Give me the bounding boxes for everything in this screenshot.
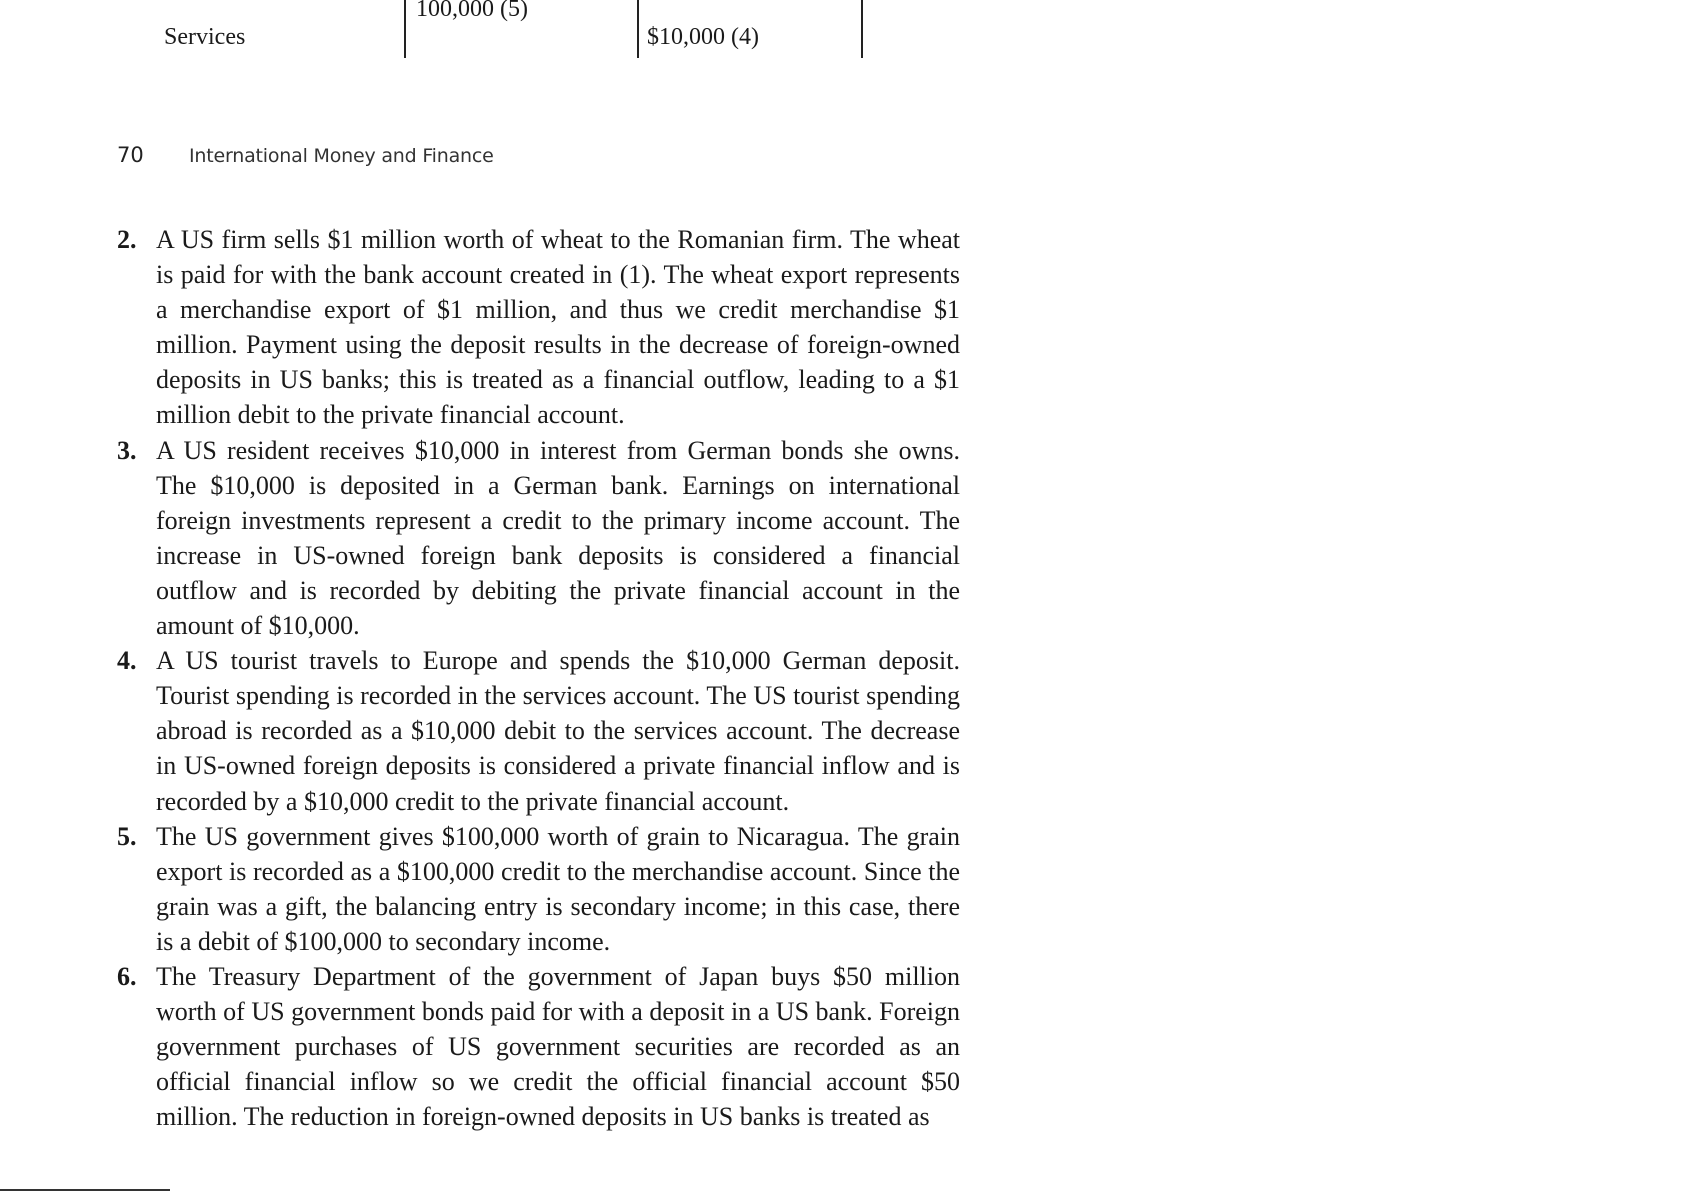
- list-item: [117, 643, 960, 818]
- table-row-label: Services: [164, 24, 246, 50]
- table-cell-debit: 100,000 (5): [416, 0, 528, 22]
- list-item: [117, 222, 960, 433]
- list-item-text: A US tourist travels to Europe and spends the $10,000 German deposit. Tourist spending is recorded in the services account. The US tourist spending abroad is recorded as a $10,000 debit to the services account. The decrease in US-owned foreign deposits is considered a private financial inflow and is recorded by a $10,000 credit to the private financial account.: [156, 646, 960, 816]
- list-item: [117, 433, 960, 644]
- list-item-number: 4.: [117, 646, 137, 676]
- running-title: International Money and Finance: [189, 145, 494, 167]
- table-column-divider: [861, 0, 863, 58]
- list-item-number: 3.: [117, 435, 137, 465]
- bottom-rule: [0, 1189, 170, 1191]
- list-item: [117, 819, 960, 959]
- list-item-number: 2.: [117, 225, 137, 254]
- list-item: [117, 959, 960, 1134]
- list-item-text: A US resident receives $10,000 in interest from German bonds she owns. The $10,000 is deposited in a German bank. Earnings on international foreign investments represent a credit to the primary income account. The increase in US-owned foreign bank deposits is considered a financial outflow and is recorded by debiting the private financial account in the amount of $10,000.: [156, 435, 960, 641]
- numbered-list: [117, 222, 960, 1134]
- table-cell-credit: $10,000 (4): [647, 24, 759, 50]
- list-item-number: 6.: [117, 961, 137, 991]
- page-number: 70: [117, 143, 144, 167]
- table-column-divider: [637, 0, 639, 58]
- list-item-number: 5.: [117, 821, 137, 851]
- list-item-text: The US government gives $100,000 worth of grain to Nicaragua. The grain export is recorded as a $100,000 credit to the merchandise account. Since the grain was a gift, the balancing entry is secondary income; in this case, there is a debit of $100,000 to secondary income.: [156, 821, 960, 956]
- list-item-text: The Treasury Department of the government of Japan buys $50 million worth of US government bonds paid for with a deposit in a US bank. Foreign government purchases of US government securities are recorded as an official financial inflow so we credit the official financial account $50 million. The reduction in foreign-owned deposits in US banks is treated as: [156, 961, 960, 1132]
- table-column-divider: [404, 0, 406, 58]
- list-item-text: A US firm sells $1 million worth of wheat to the Romanian firm. The wheat is paid for with the bank account created in (1). The wheat export represents a merchandise export of $1 million, and thus we credit merchandise $1 million. Payment using the deposit results in the decrease of foreign-owned deposits in US banks; this is treated as a financial outflow, leading to a $1 million debit to the private financial account.: [156, 225, 960, 430]
